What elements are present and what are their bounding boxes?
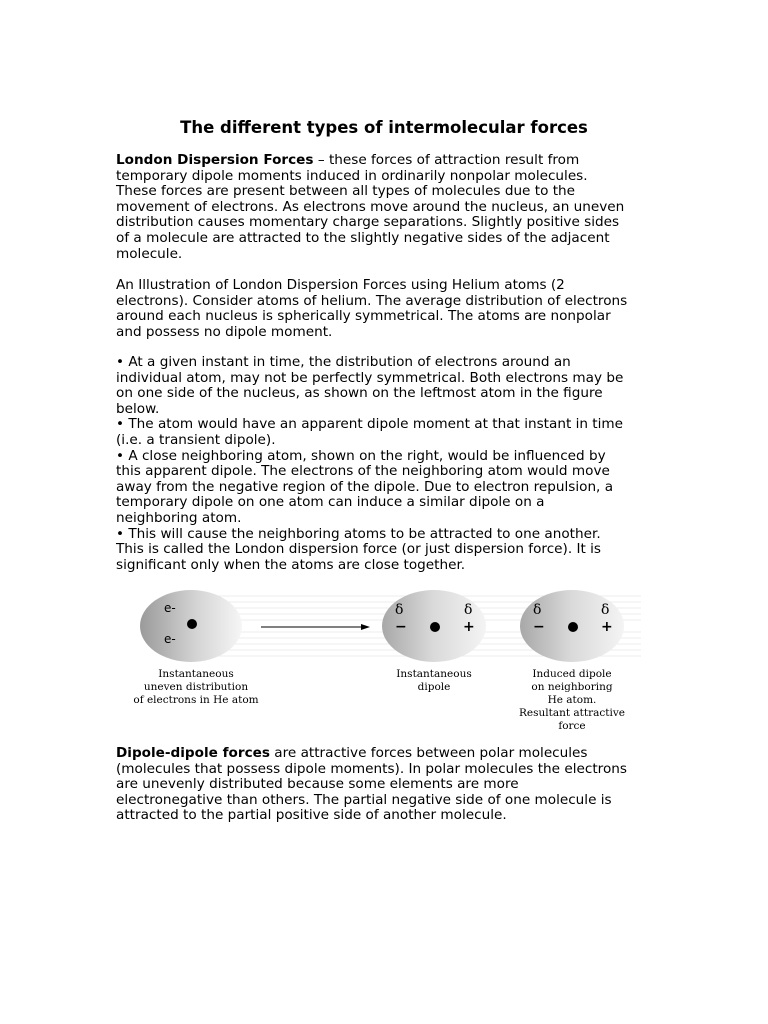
caption-line: Instantaneous [158,668,234,680]
middle-delta-positive: δ [464,602,473,618]
middle-plus-sign: + [463,619,475,635]
london-line: molecule. [116,245,183,262]
london-first-line: London Dispersion Forces – these forces of attraction result from [116,152,580,168]
dipole-line: are unevenly distributed because some elements are more [116,776,519,793]
electron-label-top: e- [164,601,176,615]
london-line: distribution causes momentary charge separations. Slightly positive sides [116,214,620,231]
left-nucleus [187,619,197,629]
caption-middle [374,668,494,694]
illustration-line: electrons). Consider atoms of helium. The average distribution of electrons [116,292,628,309]
right-minus-sign: − [533,619,545,635]
dipole-first-line: Dipole-dipole forces are attractive forces between polar molecules [116,745,588,761]
dipole-line: attracted to the partial positive side of another molecule. [116,807,507,824]
caption-line: on neighboring [531,681,613,693]
bullet-line: This is called the London dispersion force (or just dispersion force). It is [116,541,601,558]
illustration-line: An Illustration of London Dispersion Forces using Helium atoms (2 [116,277,565,293]
caption-line: Induced dipole [532,668,612,680]
illustration-paragraph [116,278,656,340]
illustration-line: around each nucleus is spherically symmetrical. The atoms are nonpolar [116,308,611,325]
bullet-line: significant only when the atoms are close together. [116,556,466,573]
caption-line: Instantaneous [396,668,472,680]
caption-line: dipole [417,681,451,693]
bullet-line: temporary dipole on one atom can induce a similar dipole on a [116,494,545,511]
dipole-dipole-paragraph [116,746,656,824]
bullet-line: • A close neighboring atom, shown on the right, would be influenced by [116,447,606,464]
electron-label-bottom: e- [164,632,176,646]
illustration-line: and possess no dipole moment. [116,323,333,340]
middle-minus-sign: − [395,619,407,635]
bullet-line: below. [116,400,160,417]
caption-left [116,668,276,707]
london-line: movement of electrons. As electrons move around the nucleus, an uneven [116,198,625,215]
london-heading: London Dispersion Forces [116,152,314,168]
bullet-line: • At a given instant in time, the distribution of electrons around an [116,354,571,370]
caption-line: Resultant attractive [518,707,625,719]
right-delta-positive: δ [601,602,610,618]
bullet-line: individual atom, may not be perfectly symmetrical. Both electrons may be [116,369,624,386]
bullet-line: • This will cause the neighboring atoms to be attracted to one another. [116,525,601,542]
caption-right [502,668,642,733]
bullet-line: this apparent dipole. The electrons of the neighboring atom would move [116,463,610,480]
dipole-line: electronegative than others. The partial negative side of one molecule is [116,791,612,808]
london-line: temporary dipole moments induced in ordinarily nonpolar molecules. [116,167,588,184]
caption-line: of electrons in He atom [133,694,259,706]
bullet-line: (i.e. a transient dipole). [116,431,276,448]
bullet-line: away from the negative region of the dipole. Due to electron repulsion, a [116,478,614,495]
right-plus-sign: + [601,619,613,635]
caption-line: uneven distribution [143,681,249,693]
caption-line: He atom. [547,694,597,706]
middle-nucleus [430,622,440,632]
middle-delta-negative: δ [395,602,404,618]
london-line: These forces are present between all types of molecules due to the [116,183,576,200]
page-title: The different types of intermolecular forces [180,118,588,137]
right-delta-negative: δ [533,602,542,618]
dipole-heading: Dipole-dipole forces [116,745,270,761]
arrow-right-icon [261,624,370,630]
bullet-line: on one side of the nucleus, as shown on the leftmost atom in the figure [116,385,603,402]
bullet-line: neighboring atom. [116,509,242,526]
helium-dipole-figure [133,586,646,736]
london-line: of a molecule are attracted to the slightly negative sides of the adjacent [116,229,610,246]
caption-line: force [558,720,586,732]
london-dispersion-paragraph [116,153,656,262]
bullet-line: • The atom would have an apparent dipole moment at that instant in time [116,416,624,433]
dipole-line: (molecules that possess dipole moments). In polar molecules the electrons [116,760,627,777]
bullets-paragraph [116,355,656,573]
right-nucleus [568,622,578,632]
